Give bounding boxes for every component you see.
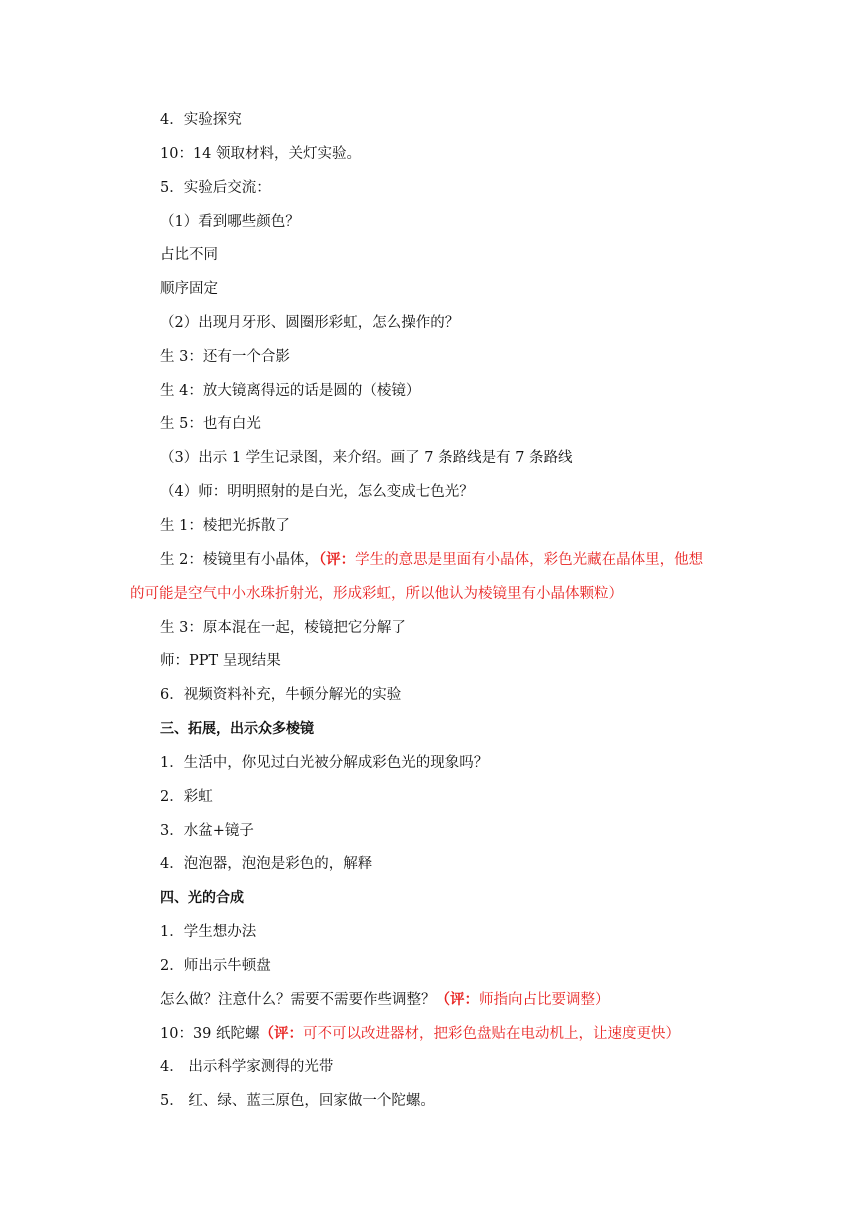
- section-heading: 四、光的合成: [160, 890, 244, 906]
- text-line: 10：14 领取材料，关灯实验。: [160, 146, 362, 162]
- comment-continuation: 的可能是空气中小水珠折射光，形成彩虹，所以他认为棱镜里有小晶体颗粒）: [130, 586, 623, 602]
- list-item: 2．彩虹: [160, 789, 213, 805]
- comment-label: （评：: [318, 551, 356, 568]
- comment-text: 学生的意思是里面有小晶体，彩色光藏在晶体里，他想: [355, 552, 704, 568]
- question-text: 怎么做？注意什么？需要不需要作些调整？: [160, 992, 436, 1008]
- list-item: 1．学生想办法: [160, 924, 257, 940]
- text-line: 6．视频资料补充，牛顿分解光的实验: [160, 687, 402, 703]
- text-line: （3）出示 1 学生记录图，来介绍。画了 7 条路线是有 7 条路线: [160, 450, 573, 466]
- student-2-text: 生 2：棱镜里有小晶体，: [160, 552, 319, 568]
- text-line: 生 4：放大镜离得远的话是圆的（棱镜）: [160, 383, 421, 399]
- text-line: 4．实验探究: [160, 112, 242, 128]
- comment-label: （评：: [259, 1025, 304, 1042]
- student-2-line: [160, 550, 860, 570]
- text-line: （2）出现月牙形、圆圈形彩虹，怎么操作的？: [160, 315, 460, 331]
- text-line: 5．实验后交流：: [160, 180, 271, 196]
- list-item: 4． 出示科学家测得的光带: [160, 1059, 334, 1075]
- text-line: 师：PPT 呈现结果: [160, 653, 281, 669]
- timestamp-text: 10：39 纸陀螺: [160, 1026, 260, 1042]
- list-item: 1．生活中，你见过白光被分解成彩色光的现象吗？: [160, 755, 489, 771]
- text-line: 顺序固定: [160, 281, 218, 297]
- comment-label: （评：: [435, 991, 479, 1008]
- text-line: 生 5：也有白光: [160, 416, 261, 432]
- section-heading: 三、拓展，出示众多棱镜: [160, 721, 314, 737]
- text-line: 生 3：原本混在一起，棱镜把它分解了: [160, 620, 406, 636]
- text-line: 占比不同: [160, 247, 218, 263]
- text-line: （1）看到哪些颜色？: [160, 214, 300, 230]
- list-item: 2．师出示牛顿盘: [160, 958, 271, 974]
- timestamp-line: [160, 1024, 860, 1044]
- question-line: [160, 990, 860, 1010]
- text-line: 生 3：还有一个合影: [160, 349, 290, 365]
- list-item: 5． 红、绿、蓝三原色，回家做一个陀螺。: [160, 1093, 435, 1109]
- list-item: 3．水盆+镜子: [160, 823, 254, 839]
- comment-annotation: [319, 552, 703, 568]
- text-line: （4）师：明明照射的是白光，怎么变成七色光？: [160, 484, 474, 500]
- comment-text: 可不可以改进器材，把彩色盘贴在电动机上，让速度更快）: [303, 1026, 681, 1042]
- list-item: 4．泡泡器，泡泡是彩色的，解释: [160, 856, 373, 872]
- comment-annotation: [260, 1026, 681, 1042]
- comment-text: 师指向占比要调整）: [479, 992, 610, 1008]
- text-line: 生 1：棱把光拆散了: [160, 518, 290, 534]
- comment-annotation: [436, 992, 610, 1008]
